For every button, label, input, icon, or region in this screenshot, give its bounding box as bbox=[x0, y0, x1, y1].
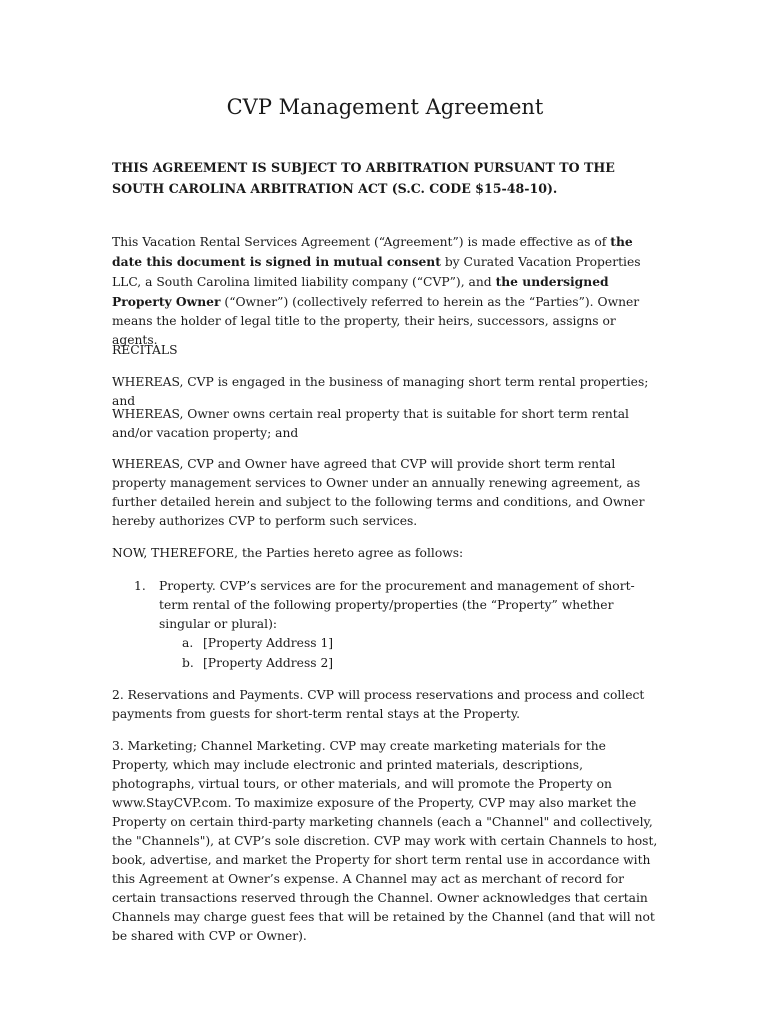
intro-text-2: by Curated Vacation Properties LLC, a South Carolina limited liability company (“CVP”), and bbox=[112, 255, 641, 289]
list-item-number: 1. bbox=[134, 579, 146, 593]
intro-text-1: This Vacation Rental Services Agreement (“Agreement”) is made effective as of bbox=[112, 235, 611, 249]
whereas-paragraph-1: WHEREAS, CVP is engaged in the business of managing short term rental properties; and bbox=[112, 375, 649, 408]
intro-paragraph bbox=[112, 232, 658, 350]
whereas-paragraph-2: WHEREAS, Owner owns certain real property that is suitable for short term rental and/or vacation property; and bbox=[112, 407, 629, 440]
section-3-marketing: 3. Marketing; Channel Marketing. CVP may create marketing materials for the Property, which may include electronic and printed materials, descriptions, photographs, virtual tours, or other materials, and will promote the Property on www.StayCVP.com. To maximize exposure of the Property, CVP may also market the Property on certain third-party marketing channels (each a "Channel" and collectively, the "Channels"), at CVP’s sole discretion. CVP may work with certain Channels to host, book, advertise, and market the Property for short term rental use in accordance with this Agreement at Owner’s expense. A Channel may act as merchant of record for certain transactions reserved through the Channel. Owner acknowledges that certain Channels may charge guest fees that will be retained by the Channel (and that will not be shared with CVP or Owner). bbox=[112, 739, 658, 943]
sub-item-letter: b. bbox=[182, 656, 194, 670]
property-address-2: [Property Address 2] bbox=[203, 656, 334, 670]
whereas-paragraph-3: WHEREAS, CVP and Owner have agreed that CVP will provide short term rental property management services to Owner under an annually renewing agreement, as further detailed herein and subject to the following terms and conditions, and Owner hereby authorizes CVP to perform such services. bbox=[112, 457, 645, 528]
intro-text-3: (“Owner”) (collectively referred to herein as the “Parties”). Owner means the holder of legal title to the property, their heirs, successors, assigns or agents. bbox=[112, 295, 640, 347]
arbitration-notice: THIS AGREEMENT IS SUBJECT TO ARBITRATION PURSUANT TO THE SOUTH CAROLINA ARBITRATION ACT (S.C. CODE $15-48-10). bbox=[112, 160, 615, 196]
recitals-heading: RECITALS bbox=[112, 343, 178, 357]
property-address-1: [Property Address 1] bbox=[203, 636, 334, 650]
intro-bold-effective-date: the date this document is signed in mutual consent bbox=[112, 234, 633, 269]
intro-bold-property-owner: the undersigned Property Owner bbox=[112, 274, 609, 309]
section-2-reservations-payments: 2. Reservations and Payments. CVP will process reservations and process and collect payments from guests for short-term rental stays at the Property. bbox=[112, 688, 645, 721]
document-title: CVP Management Agreement bbox=[226, 95, 544, 119]
now-therefore-paragraph: NOW, THEREFORE, the Parties hereto agree as follows: bbox=[112, 546, 464, 560]
sub-item-letter: a. bbox=[182, 636, 194, 650]
property-clause: Property. CVP’s services are for the procurement and management of short-term rental of the following property/properties (the “Property” whether singular or plural): bbox=[159, 579, 635, 631]
